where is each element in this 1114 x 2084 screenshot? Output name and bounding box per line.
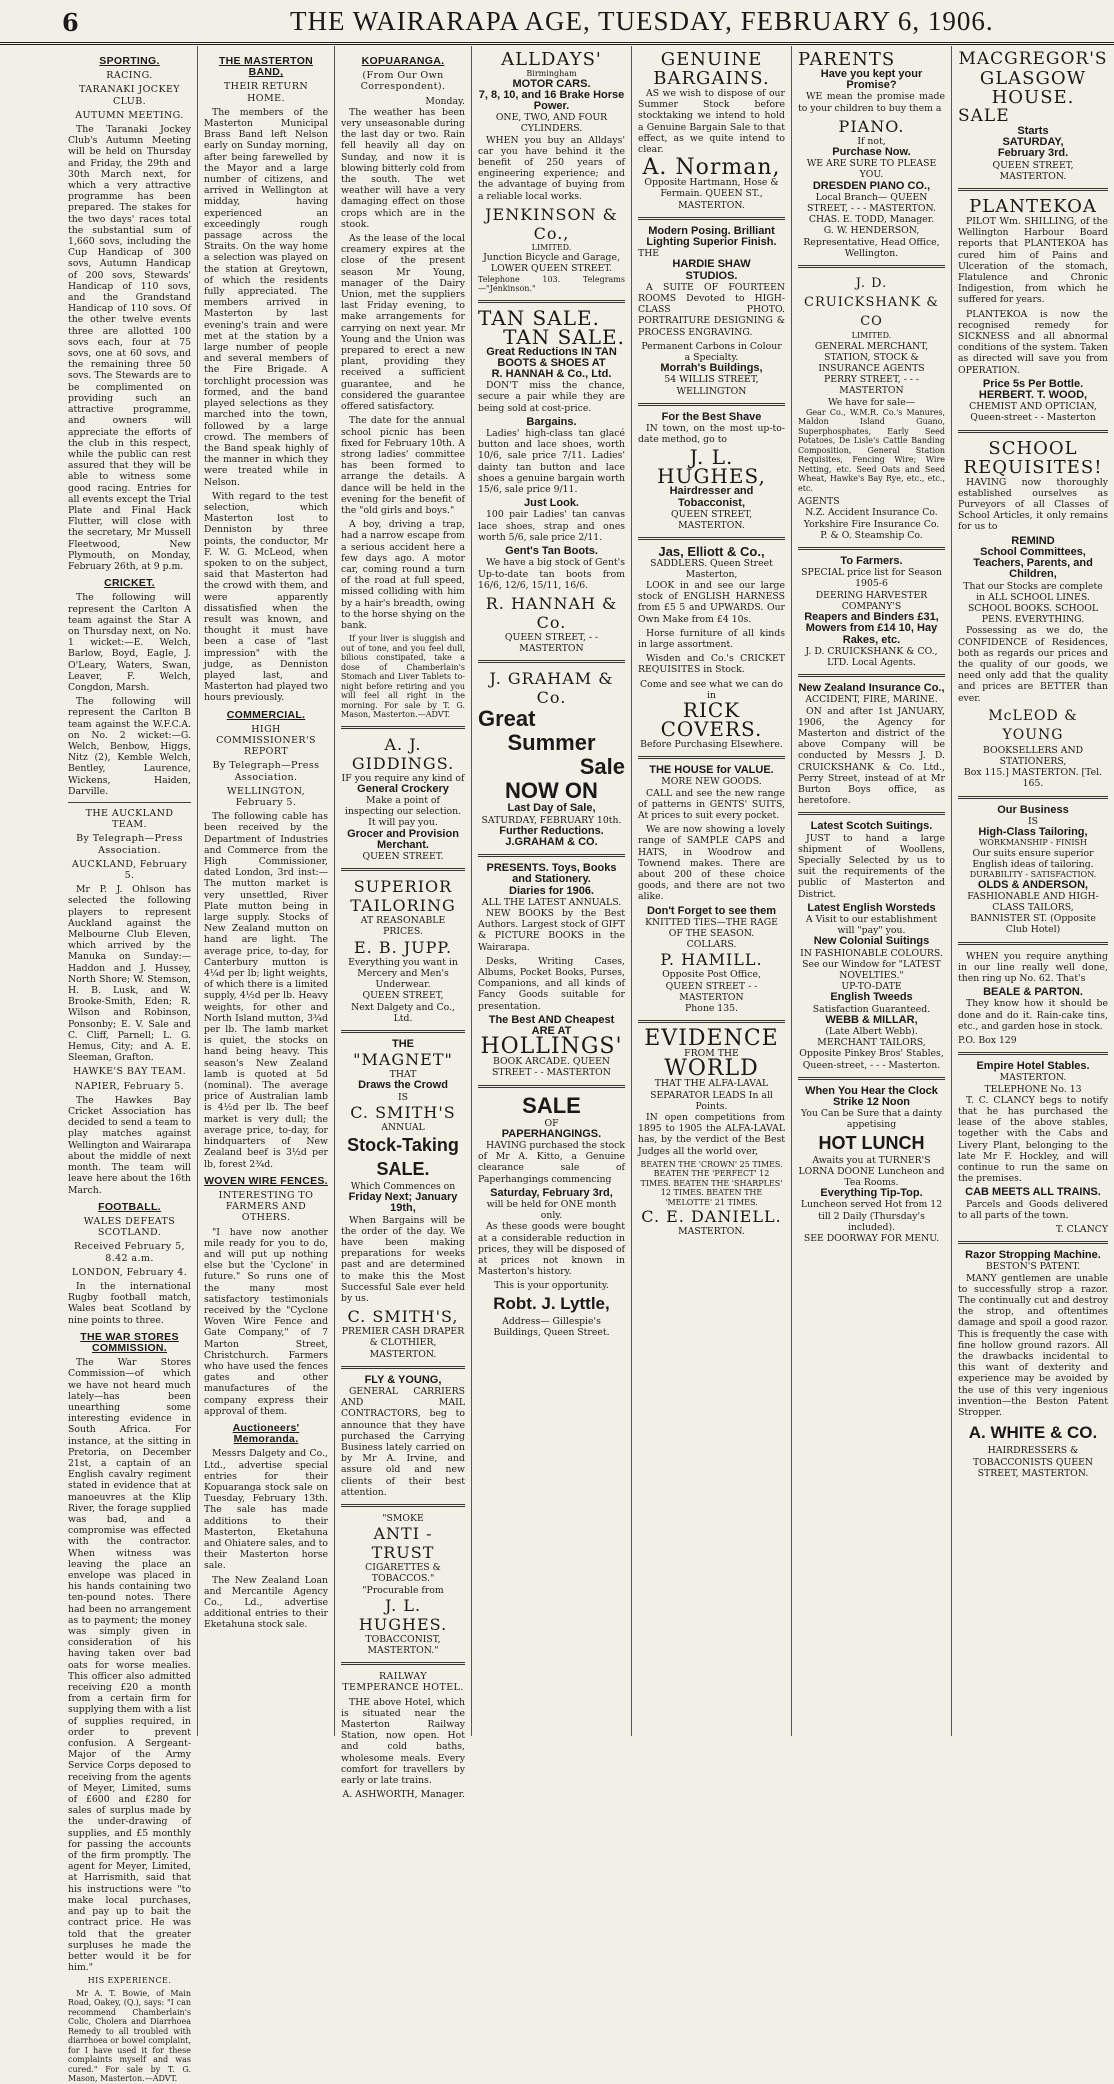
heading-woven-wire: WOVEN WIRE FENCES. xyxy=(204,1174,328,1187)
band-para-1: The members of the Masterton Municipal Brass Band left Nelson early on Sunday morning, after being farewelled by the Mayor and a large number of citizens, and arrived in Wellington at midday, having experienced an exceedingly rough passage across the Straits. On the way home a selection was played on the station at Greytown, of which the residents fully appreciated. The members arrived in Masterton by last evening's train and were met at the station by a large number of people and several members of the Fire Brigade. A torchlight procession was formed, and the band played selections as they marched into the town, followed by a large crowd. The members of the Band speak highly of the manner in which they were treated while in Nelson. xyxy=(204,106,328,488)
bargains: BARGAINS. xyxy=(653,68,770,89)
club-name: TARANAKI JOCKEY CLUB. xyxy=(79,84,180,107)
subheading-return: THEIR RETURN HOME. xyxy=(223,81,309,104)
experience-heading: HIS EXPERIENCE. xyxy=(87,1976,172,1986)
sale: Sale xyxy=(579,754,625,780)
beale-name: BEALE & PARTON. xyxy=(983,986,1083,999)
smith-is: IS xyxy=(397,1091,409,1103)
norman-para: AS we wish to dispose of our Summer Stock before stocktaking we intend to hold a Genuine Bargain Sale to that effect, as we quite intend to clear. xyxy=(638,88,785,156)
smith-annual: ANNUAL xyxy=(381,1121,425,1133)
correspondent: (From Our Own Correspondent). xyxy=(360,70,446,93)
woven-wire-article: "I have now another mile ready for you to do, and will put up nothing else but the 'Cyclone' in future." So runs one of the many most satisfactory testimonials received by the "Cyclone Woven Wire Fence and Gate Company," of 7 Marton Street, Christchurch. Farmers who have used the fences gates and other manufactures of the company express their approval of them. xyxy=(204,1226,328,1417)
house-para: CALL and see the new range of patterns in GENTS' SUITS, At prices to suit every pocket. xyxy=(638,787,785,821)
fly-name: FLY & YOUNG, xyxy=(364,1373,442,1386)
sure-please: WE ARE SURE TO PLEASE YOU. xyxy=(806,158,937,181)
hawkes-heading: HAWKE'S BAY TEAM. xyxy=(72,1066,187,1078)
fly-para: GENERAL CARRIERS AND MAIL CONTRACTORS, beg to announce that they have purchased the Carrying Business lately carried on by Mr A. Irvine, and assure old and new clients of their best attention. xyxy=(341,1385,465,1498)
jupp-line-1: Everything you want in Mercery and Men's Underwear. xyxy=(348,956,458,991)
plantekoa-para: PILOT Wm. SHILLING, of the Wellington Harbour Board reports that PLANTEKOA has cured him of Pains and Ulceration of the stomach, Flatulence and Chronic Indigestion, from which he suffered for years. xyxy=(958,216,1108,306)
motor-cars: MOTOR CARS. xyxy=(512,77,591,90)
saddlers: SADDLERS. Queen Street Masterton, xyxy=(650,557,773,580)
smith-name-2: C. SMITH'S, xyxy=(347,1307,459,1327)
fire-marine: ACCIDENT, FIRE, MARINE. xyxy=(805,694,938,706)
annuals: ALL THE LATEST ANNUALS. xyxy=(481,896,622,908)
giddings-line-1: IF you require any kind of xyxy=(341,772,465,784)
dont-forget: Don't Forget to see them xyxy=(646,904,777,917)
opportunity: This is your opportunity. xyxy=(494,1280,609,1292)
newbooks-para: NEW BOOKS by the Best Authors. Largest stock of GIFT & PICTURE BOOKS in the Wairarapa. xyxy=(478,907,625,953)
evidence: EVIDENCE xyxy=(644,1026,779,1052)
nz-insurance: New Zealand Insurance Co., xyxy=(798,682,945,695)
hughes-name: J. L. HUGHES. xyxy=(358,1595,448,1634)
hughes-address: TOBACCONIST, MASTERTON." xyxy=(365,1633,441,1657)
jupp-name: E. B. JUPP. xyxy=(353,937,453,957)
dresden-branch: Local Branch— QUEEN STREET, - - - MASTERTON. xyxy=(807,191,936,215)
heading-kopuaranga: KOPUARANGA. xyxy=(361,55,445,67)
subheading-report: HIGH COMMISSIONER'S REPORT xyxy=(216,723,316,758)
jupp-superior: SUPERIOR xyxy=(353,877,453,897)
heading-cricket: CRICKET. xyxy=(104,577,155,590)
column-kopuaranga-ads xyxy=(335,46,472,1801)
jupp-tailoring: TAILORING xyxy=(350,896,456,916)
graham-name-2: J.GRAHAM & CO. xyxy=(505,835,598,848)
served: Luncheon served Hot from 12 till 2 Daily (Thursday's included). xyxy=(800,1199,943,1233)
byline: By Telegraph—Press Association. xyxy=(212,760,320,783)
elliott-name: Jas, Elliott & Co., xyxy=(658,544,765,560)
committees: School Committees, Teachers, Parents, and Children, xyxy=(973,545,1093,581)
horse-power: 7, 8, 10, and 16 Brake Horse Power. xyxy=(478,88,625,112)
english-worsteds: Latest English Worsteds xyxy=(807,901,936,914)
jenkinson-limited: LIMITED. xyxy=(531,242,572,252)
school-books: SCHOOL BOOKS. SCHOOL PENS. EVERYTHING. xyxy=(967,602,1099,626)
smith-name: C. SMITH'S xyxy=(350,1102,456,1122)
razor-stropping: Razor Stropping Machine. xyxy=(965,1249,1101,1262)
ashworth: A. ASHWORTH, Manager. xyxy=(342,1789,465,1801)
gents-para: We have a big stock of Gent's Up-to-date tan boots from 16/6, 12/6, 15/11, 16/6. xyxy=(478,557,625,591)
merchant-tailors: MERCHANT TAILORS, xyxy=(817,1037,926,1049)
workmanship: WORKMANSHIP - FINISH xyxy=(979,838,1087,848)
durability: DURABILITY - SATISFACTION. xyxy=(969,870,1097,880)
stock-list: Gear Co., W.M.R. Co.'s Manures, Maldon Island Guano, Superphosphates, Early Seed Potatoes, De Lisle's Cattle Banding Composition, General Station Requisites, Fencing Wire; Wire Netting, etc. Seed Oats and Seed Wheat, Hawke's Bay Rye, etc., etc., etc. xyxy=(798,407,945,493)
english-tweeds: English Tweeds xyxy=(830,991,913,1004)
justlook-heading: Just Look. xyxy=(523,497,579,510)
bargains-para: Ladies' high-class tan glacé button and lace shoes, worth 10/6, sale price 7/11. Ladies' dainty tan button and lace shoes a genuine bargain worth 15/6, sale price 9/11. xyxy=(478,428,625,496)
column-ads-1 xyxy=(472,46,632,1736)
cab-meets: CAB MEETS ALL TRAINS. xyxy=(965,1186,1101,1199)
come: Come and see what we can do in xyxy=(640,678,783,701)
hollings-name: HOLLINGS' xyxy=(480,1034,623,1060)
hawkes-article: The Hawkes Bay Cricket Association has decided to send a team to play matches against Wellington and Wairarapa about the middle of next month. The team will leave here about the 16th March. xyxy=(68,1094,191,1196)
bargains-heading: Bargains. xyxy=(526,415,577,428)
nz-insurance-para: ON and after 1st JANUARY, 1906, the Agency for Masterton and district of the above Company will be conducted by Messrs J. D. CRUICKSHANK & Co. Ltd., Perry Street, instead of at Mr Burton Boys office, as heretofore. xyxy=(798,705,945,807)
column-ads-3 xyxy=(792,46,952,1736)
column-ads-4 xyxy=(952,46,1114,1736)
now-on: NOW ON xyxy=(505,778,598,804)
giddings-address: QUEEN STREET. xyxy=(362,851,444,863)
rick-covers: RICK COVERS. xyxy=(660,697,763,741)
alldays-birm: Birmingham xyxy=(526,69,577,78)
deering: DEERING HARVESTER COMPANY'S xyxy=(815,589,928,612)
football-article: In the international Rugby football match, Wales beat Scotland by nine points to three. xyxy=(68,1280,191,1326)
local-agents: J. D. CRUICKSHANK & CO., LTD. Local Agents. xyxy=(805,645,938,668)
window: See our Window for "LATEST NOVELTIES." xyxy=(802,958,941,981)
day: Monday. xyxy=(425,95,465,107)
subheading-farmers: INTERESTING TO FARMERS AND OTHERS. xyxy=(218,1189,314,1224)
smith-draper: PREMIER CASH DRAPER & CLOTHIER, MASTERTON. xyxy=(341,1326,465,1360)
beston-patent: BESTON'S PATENT. xyxy=(985,1261,1081,1273)
giddings-name: A. J. GIDDINGS. xyxy=(351,734,455,773)
heading-commercial: COMMERCIAL. xyxy=(226,708,306,721)
from-the: FROM THE xyxy=(684,1048,739,1060)
satisfaction: Satisfaction Guaranteed. xyxy=(812,1003,931,1015)
school-para-2: Possessing as we do, the CONFIDENCE of Residences, both as regards our prices and the quality of our goods, we need only add that the quality and prices are BETTER than ever. xyxy=(958,625,1108,704)
tan-sale-2: TAN SALE. xyxy=(503,324,625,349)
masthead xyxy=(0,0,1114,45)
to-farmers: To Farmers. xyxy=(840,555,903,568)
horse-furniture: Horse furniture of all kinds in large assortment. xyxy=(638,627,785,650)
cuts: Our suits ensure superior English ideas of tailoring. xyxy=(972,847,1094,870)
reapers: Reapers and Binders £31, Mowers from £14 10, Hay Rakes, etc. xyxy=(804,611,939,646)
last-day: Last Day of Sale, xyxy=(507,802,596,815)
smith-magnet: "MAGNET" xyxy=(353,1050,453,1070)
for-sale: We have for sale— xyxy=(827,396,916,408)
hairdresser: Hairdresser and Tobacconist, xyxy=(669,485,754,509)
parents: PARENTS xyxy=(798,49,896,70)
house: HOUSE. xyxy=(991,87,1075,108)
elliott-para: LOOK in and see our large stock of ENGLISH HARNESS from £5 5 and UPWARDS. Our Own Make from £4 10s. xyxy=(638,579,785,625)
po-box: P.O. Box 129 xyxy=(958,1035,1017,1046)
hamill-phone: Phone 135. xyxy=(685,1003,738,1014)
page-number: 6 xyxy=(62,8,79,37)
experience-advert: Mr A. T. Bowie, of Main Road, Oakey, (Q.), says: "I can recommend Chamberlain's Colic, Cholera and Diarrhoea Remedy to all troubled with diarrhoea or bowel complaint, for I have used it for these complaints myself and was cured." For sale by T. G. Mason, Masterton.—ADVT. xyxy=(68,1988,191,2084)
wisden: Wisden and Co.'s CRICKET REQUISITES in Stock. xyxy=(638,653,785,676)
hamill-opp: Opposite Post Office, xyxy=(662,969,761,981)
hughes-address: QUEEN STREET, MASTERTON. xyxy=(670,508,753,532)
smith-that: THAT xyxy=(389,1069,417,1081)
can-be-sure: You Can be Sure that a dainty appetising xyxy=(800,1108,943,1131)
justlook-para: 100 pair Ladies' tan canvas lace shoes, strap and ones worth 5/6, sale price 2/11. xyxy=(478,509,625,543)
saturday-date: SATURDAY, FEBRUARY 10th. xyxy=(481,814,622,826)
tan-sale-1: TAN SALE. xyxy=(478,305,600,330)
special-list: SPECIAL price list for Season 1905-6 xyxy=(801,567,942,590)
hannah-name-2: R. HANNAH & Co. xyxy=(485,593,618,632)
procurable: "Procurable from xyxy=(362,1584,444,1596)
subheading-racing: RACING. xyxy=(106,70,153,82)
awaits: Awaits you at TURNER'S LORNA DOONE Luncheon and Tea Rooms. xyxy=(798,1154,945,1189)
tip-top: Everything Tip-Top. xyxy=(820,1187,923,1200)
hardie-para: A SUITE OF FOURTEEN ROOMS Devoted to HIGH-CLASS PHOTO. PORTRAITURE DESIGNING & PROCESS ENGRAVING. xyxy=(638,281,785,338)
school: SCHOOL xyxy=(988,437,1078,459)
hamill-name: P. HAMILL. xyxy=(660,950,763,970)
is: IS xyxy=(1027,815,1039,827)
telephone: TELEPHONE No. 13 xyxy=(984,1083,1082,1095)
lyttle-name: Robt. J. Lyttle, xyxy=(493,1293,610,1313)
shave-para: IN town, on the most up-to-date method, go to xyxy=(638,423,785,446)
olds-desc: FASHIONABLE AND HIGH-CLASS TAILORS, xyxy=(967,890,1099,913)
auctioneers-para-2: The New Zealand Loan and Mercantile Agency Co., Ld., advertise additional entries to their Eketahuna stock sale. xyxy=(204,1574,328,1631)
of: OF xyxy=(544,1117,559,1129)
auctioneers-para-1: Messrs Dalgety and Co., Ltd., advertise special entries for their Kopuaranga stock sale on Tuesday, February 13th. The sale has made additions to their Masterton, Eketahuna and Ohiatere sales, and to their Masterton horse sale. xyxy=(204,1448,328,1572)
new-goods: MORE NEW GOODS. xyxy=(661,776,762,788)
mac-feb: February 3rd. xyxy=(997,147,1069,160)
olds-address: BANNISTER ST. (Opposite Club Hotel) xyxy=(970,913,1096,936)
up-to-date: UP-TO-DATE xyxy=(841,981,902,993)
kept-para: WE mean the promise made to your children to buy them a xyxy=(798,91,945,114)
great: Great xyxy=(478,706,536,732)
railway-hotel: RAILWAY TEMPERANCE HOTEL. xyxy=(342,1671,464,1694)
daniell-address: MASTERTON. xyxy=(678,1226,745,1238)
wales-heading: WALES DEFEATS SCOTLAND. xyxy=(83,1215,176,1239)
agent-nz: N.Z. Accident Insurance Co. xyxy=(805,507,938,519)
diaries: Diaries for 1906. xyxy=(509,884,594,897)
jenkinson-address: Junction Bicycle and Garage, LOWER QUEEN STREET. xyxy=(483,252,620,275)
summer: Summer xyxy=(507,730,596,756)
graham-name: J. GRAHAM & Co. xyxy=(489,669,614,708)
starts: Starts xyxy=(1017,125,1049,137)
racing-article: The Taranaki Jockey Club's Autumn Meeting will be held on Thursday and Friday, the 29th and 30th March next, for which a very attractive programme has been prepared. The stakes for the two days' races total the substantial sum of 1,660 sovs, including the Cup Handicap of 300 sovs, Autumn Handicap of 200 sovs, Stewards' Handicap of 110 sovs, and the Grandstand Handicap of 110 sovs. Of the other twelve events three are allotted 100 sovs each, four at 75 sovs, one at 60 sovs, and the remaining three 50 sovs. The Stewards are to be complimented on providing such an attractive programme, and owners will appreciate the efforts of the club in this respect, while the public can rest assured that they will be able to witness some good racing. Entries for all events except the Trial Plate and Final Hack Flutter, will close with the secretary, Mr Mussell Fleetwood, New Plymouth, on Monday, February 26th, at 9 p.m. xyxy=(68,124,191,572)
alfa-para: IN open competitions from 1895 to 1905 the ALFA-LAVAL has, by the verdict of the Best Judges all the world over, xyxy=(638,1112,785,1157)
perry-street: PERRY STREET, - - - MASTERTON xyxy=(823,374,920,397)
agent-po: P. & O. Steamship Co. xyxy=(820,529,923,541)
hardie-name: HARDIE SHAW xyxy=(672,258,751,271)
requisites: REQUISITES! xyxy=(963,456,1103,478)
anti-trust: ANTI - TRUST xyxy=(371,1524,435,1563)
before: Before Purchasing Elsewhere. xyxy=(640,738,783,750)
meeting-title: AUTUMN MEETING. xyxy=(75,109,184,121)
chemist: CHEMIST AND OPTICIAN, xyxy=(969,401,1097,413)
mcleod-name: McLEOD & YOUNG xyxy=(988,707,1078,743)
paper-para: HAVING purchased the stock of Mr A. Kitto, a Genuine clearance sale of Paperhangings commencing xyxy=(478,1139,625,1185)
kop-para-4: A boy, driving a trap, had a narrow escape from a serious accident here a few days ago. A motor car, coming round a turn of the road at full speed, missed colliding with him by a hair's breadth, owing to the horse shying on the bank. xyxy=(341,519,465,631)
remind: REMIND xyxy=(1011,534,1055,547)
lyttle-address: Address— Gillespie's Buildings, Queen Street. xyxy=(493,1315,610,1338)
daniell-name: C. E. DANIELL. xyxy=(641,1207,782,1227)
scotch-suitings: Latest Scotch Suitings. xyxy=(810,820,933,833)
smith-which: Which Commences on xyxy=(350,1180,456,1192)
smith-para: When Bargains will be the order of the day. We have been making preparations for weeks past and are determined to make this the Most Successful Sale ever held by us. xyxy=(341,1214,465,1304)
mac-sale: SALE xyxy=(958,106,1010,126)
kop-para-2: As the lease of the local creamery expires at the close of the present season Mr Young, manager of the Dairy Union, met the suppliers last Friday evening, to make arrangements for carrying on next year. Mr Young and the Union was prepared to erect a new plant, providing they received a sufficient guarantee, and he considered the guarantee offered satisfactory. xyxy=(341,233,465,413)
jenkinson-name: JENKINSON & Co., xyxy=(485,204,618,243)
received-line: Received February 5, 8.42 a.m. xyxy=(74,1241,185,1264)
dateline: WELLINGTON, February 5. xyxy=(226,785,306,808)
fashionable: IN FASHIONABLE COLOURS. xyxy=(800,947,943,959)
column-band-commercial xyxy=(198,46,335,1736)
knitted: KNITTED TIES—THE RAGE OF THE SEASON. xyxy=(645,916,778,939)
newspaper-title: THE WAIRARAPA AGE, TUESDAY, FEBRUARY 6, 1906. xyxy=(290,6,994,36)
dresden-name: DRESDEN PIANO CO., xyxy=(812,179,931,192)
hughes-name: J. L. HUGHES, xyxy=(657,445,766,489)
webb-late: (Late Albert Webb). xyxy=(825,1026,918,1037)
liver-advert: If your liver is sluggish and out of tone, and you feel dull, bilious constipated, take a dose of Chamberlain's Stomach and Liver Tablets to-night before retiring and you will feel all right in the morning. For sale by T. G. Mason, Masterton.—ADVT. xyxy=(341,634,465,720)
smith-draws: Draws the Crowd xyxy=(358,1079,448,1092)
giddings-line-2: General Crockery xyxy=(357,782,449,795)
macgregor: MACGREGOR'S xyxy=(958,49,1108,69)
further: Further Reductions. xyxy=(499,824,604,837)
kop-para-1: The weather has been very unseasonable during the last day or two. Rain fell heavily all day on Sunday, and now it is blowing bitterly cold from the south. The wet weather will have a very damaging effect on those crops which are in the stook. xyxy=(341,106,465,230)
jupp-prices: AT REASONABLE PRICES. xyxy=(360,915,446,938)
plantekoa: PLANTEKOA xyxy=(969,196,1097,218)
column-ads-2 xyxy=(632,46,792,1736)
menu: SEE DOORWAY FOR MENU. xyxy=(803,1233,940,1245)
best-cheapest: The Best AND Cheapest ARE AT xyxy=(488,1013,615,1037)
heading-auctioneers: Auctioneers' Memoranda. xyxy=(232,1421,300,1446)
clock-strike: When You Hear the Clock Strike 12 Noon xyxy=(805,1084,938,1109)
norman-name: A. Norman, xyxy=(642,155,781,181)
razor-para: MANY gentlemen are unable to successfully strop a razor. The continually cut and destroy the strop, and oftentimes damage and spoil a good razor. This is frequently the case with fine hollow ground razors. All the drawbacks incidental to this want of dexterity and experience may be avoided by the use of this very ingenious invention—the Beston Patent Stropper. xyxy=(958,1272,1108,1419)
giddings-line-3: Make a point of inspecting our selection. It will pay you. xyxy=(344,795,462,829)
clancy-name: T. CLANCY xyxy=(1055,1224,1108,1236)
jupp-line-3: Next Dalgety and Co., Ltd. xyxy=(351,1001,455,1024)
visit: A Visit to our establishment will "pay" you. xyxy=(805,913,938,937)
mac-saturday: SATURDAY, xyxy=(1002,136,1064,149)
reductions: Great Reductions IN TAN BOOTS & SHOES AT xyxy=(486,345,617,369)
paperhangings: PAPERHANGINGS. xyxy=(501,1127,602,1140)
norman-address: Opposite Hartmann, Hose & Fermain. QUEEN ST., MASTERTON. xyxy=(644,177,779,211)
agents-heading: AGENTS xyxy=(798,496,840,508)
paper-para-2: As these goods were bought at a considerable reduction in prices, they will be disposed of at prices not known in Masterton's history. xyxy=(478,1221,625,1278)
showing-para: We are now showing a lovely range of SAMPLE CAPS and HATS, in Woodrow and Townend makes. There are about 200 of these choice goods, and there are not two alike. xyxy=(638,824,785,903)
heading-sporting: SPORTING. xyxy=(99,55,160,67)
beale-para: They know how it should be done and do it. Rain-cake tins, etc., and garden hose in stock. xyxy=(958,998,1108,1032)
piano: PIANO. xyxy=(838,116,905,136)
high-class-tailoring: High-Class Tailoring, xyxy=(978,825,1088,838)
cricket-para-2: The following will represent the Carlton B team against the W.F.C.A. on No. 2 wicket:—G. Welch, Benbow, Higgs, Nitz (2), Kemble Welch, Bentley, Laurence, Wickens, Haiden, Darville. xyxy=(68,696,191,797)
beaten: BEATEN THE 'CROWN' 25 TIMES. BEATEN THE 'PERFECT' 12 TIMES. BEATEN THE 'SHARPLES' 12 TIMES. BEATEN THE 'MELOTTE' 21 TIMES. xyxy=(640,1159,783,1207)
dresden-rep: G. W. HENDERSON, Representative, Head Office, Wellington. xyxy=(803,225,940,259)
smith-friday: Friday Next; January 19th, xyxy=(348,1191,458,1215)
hardie-studios: STUDIOS. xyxy=(685,269,738,282)
war-stores-article: The War Stores Commission—of which we have not heard much lately—has been unearthing some interesting evidence in South Africa. For instance, at the sitting in Pretoria, on December 21st, a captain of an English cavalry regiment stated in evidence that at manoeuvres at the Klip River, the forage supplied was bad, and a compromise was effected with the contractor. When witness was leaving the place an envelope was placed in his hands containing two ten-pound notes. There had been no arrangement as to payment; the money was simply given in consideration of his having taken over bad oats for worse mealies. This officer also admitted receiving £20 a month from a certain firm for supplying them with a list of supplies required, in order to prevent confusion. A Sergeant-Major of the Army Service Corps deposed to receiving from the agents of Meyer, Limited, sums of £600 and £280 for sales of surplus made by the under-drawing of supplies, and £5 monthly for passing the accounts of the firm promptly. The agent for Meyer, Limited, at Harrismith, said that his instructions were "to make local purchases, and pay up to bait the contract price. He was told that the greater surpluses he made the better would it be for him." xyxy=(68,1357,191,1974)
giddings-line-4: Grocer and Provision Merchant. xyxy=(347,827,459,851)
dateline: AUCKLAND, February 5. xyxy=(71,858,188,882)
smith-stocktaking: Stock-Taking SALE. xyxy=(347,1134,459,1179)
cricket-para-1: The following will represent the Carlton A team against the Star A on Thursday next, on No. 1 wicket:—E. Welch, Barlow, Boyd, Eagle, J. O'Leary, Waters, Swan, Leaver, F. Welch, Congdon, Marsh. xyxy=(68,592,191,693)
heading-football: FOOTBALL. xyxy=(98,1200,161,1213)
auckland-heading: THE AUCKLAND TEAM. xyxy=(85,808,174,831)
school-para: HAVING now thoroughly established ourselves as Purveyors of all Classes of School Articles, it only remains for us to xyxy=(958,476,1108,533)
column-sporting xyxy=(62,46,198,2084)
hot-lunch: HOT LUNCH xyxy=(818,1132,925,1153)
presents: PRESENTS. Toys, Books and Stationery. xyxy=(486,862,617,886)
cruickshank-ltd: LIMITED. xyxy=(851,331,892,341)
price: Price 5s Per Bottle. xyxy=(982,377,1084,390)
glasgow: GLASGOW xyxy=(979,68,1087,89)
byline: By Telegraph—Press Association. xyxy=(76,833,183,856)
scotch-para: JUST to hand a large shipment of Woollens, Specially Selected by us to suit the requirements of the public of Masterton and District. xyxy=(798,832,945,900)
house-value: THE HOUSE for VALUE. xyxy=(649,764,774,777)
sale-2: SALE xyxy=(522,1092,581,1118)
genuine: GENUINE xyxy=(660,49,763,70)
hannah-address: QUEEN STREET, - - MASTERTON xyxy=(504,631,599,655)
willis: 54 WILLIS STREET, WELLINGTON xyxy=(664,374,759,397)
desks-para: Desks, Writing Cases, Albums, Pocket Books, Purses, Companions, and all kinds of Fancy Goods suitable for presentation. xyxy=(478,955,625,1012)
dateline: LONDON, February 4. xyxy=(71,1266,188,1278)
wood-name: HERBERT. T. WOOD, xyxy=(978,389,1088,402)
plantekoa-para-2: PLANTEKOA is now the recognised remedy for SICKNESS and all abnormal conditions of the system. Taken as directed will save you from OPERATION. xyxy=(958,308,1108,376)
webb-name: WEBB & MILLAR, xyxy=(825,1013,918,1026)
cigarettes: CIGARETTES & TOBACCOS." xyxy=(365,1562,441,1585)
hannah-name: R. HANNAH & Co., Ltd. xyxy=(491,368,612,381)
morrah: Morrah's Buildings, xyxy=(660,362,763,375)
hollings-address: BOOK ARCADE. QUEEN STREET - - MASTERTON xyxy=(492,1056,611,1079)
parcels: Parcels and Goods delivered to all parts of the town. xyxy=(958,1198,1108,1221)
commercial-article: The following cable has been received by the Department of Industries and Commerce from the High Commissioner, dated London, 3rd inst:—The mutton market is very unsettled, River Plate mutton being in large supply. Stocks of New Zealand mutton on hand are light. The average price, to-day, for Canterbury mutton is 4¼d per lb; light weights, of which there is a limited supply, 4½d per lb. Heavy weights, for other and North Island mutton, 3¾d per lb. The lamb market is quiet, the stocks on hand being heavy. This season's New Zealand lamb is quoted at 5d (nominal). The average price of Australian lamb is 4½d per lb. The beef market is very dull; the average price, to-day, for hindquarters of New Zealand beef is 3½d per lb, forest 2¾d. xyxy=(204,811,328,1170)
if-not: If not, xyxy=(857,135,886,147)
alldays-name: ALLDAYS' xyxy=(501,49,602,70)
smoke-line: "SMOKE xyxy=(382,1513,424,1524)
cruickshank-agents: GENERAL MERCHANT, STATION, STOCK & INSURANCE AGENTS xyxy=(814,340,929,374)
carbons: Permanent Carbons in Colour a Specialty. xyxy=(641,340,782,364)
dateline: NAPIER, February 5. xyxy=(74,1080,185,1092)
one-month: will be held for ONE month only. xyxy=(486,1199,617,1222)
gents-heading: Gent's Tan Boots. xyxy=(505,545,598,558)
olds-name: OLDS & ANDERSON, xyxy=(977,878,1089,891)
jupp-line-2: QUEEN STREET, xyxy=(362,990,444,1002)
clancy-para: T. C. CLANCY begs to notify that he has purchased the lease of the above stables, together with the Cabs and Livery Plant, belonging to the late Mr F. Hockley, and will continue to run the same on the premises. xyxy=(958,1094,1108,1185)
school-stock: That our Stocks are complete in ALL SCHOOL LINES. xyxy=(963,580,1103,603)
kept-promise: Have you kept your Promise? xyxy=(820,68,923,92)
purchase-now: Purchase Now. xyxy=(832,146,911,159)
jenkinson-tel: Telephone 103. Telegrams—"Jenkinson." xyxy=(478,274,625,294)
mac-address: QUEEN STREET, MASTERTON. xyxy=(992,159,1074,182)
posing: Modern Posing. Brilliant Lighting Superior Finish. xyxy=(646,224,777,249)
hardie-the: THE xyxy=(638,248,660,260)
collars: COLLARS. xyxy=(686,939,737,951)
agent-yorkshire: Yorkshire Fire Insurance Co. xyxy=(803,518,940,530)
hannah-para: DON'T miss the chance, secure a pair while they are being sold at cost-price. xyxy=(478,380,625,414)
plumbing-para: WHEN you require anything in our line really well done, then ring up No. 62. That's xyxy=(958,950,1108,984)
cylinders: ONE, TWO, AND FOUR CYLINDERS. xyxy=(495,112,608,135)
white-address: HAIRDRESSERS & TOBACCONISTS QUEEN STREET, MASTERTON. xyxy=(972,1445,1094,1479)
columns xyxy=(62,46,1114,2084)
empire-stables: Empire Hotel Stables. xyxy=(976,1060,1090,1073)
alldays-para: WHEN you buy an Alldays' car you have behind it the benefit of 250 years of engineering experience; and the advantage of buying from a reliable local works. xyxy=(478,134,625,202)
webb-address: Opposite Pinkey Bros' Stables, Queen-street, - - - Masterton. xyxy=(799,1048,944,1071)
dresden-manager: CHAS. E. TODD, Manager. xyxy=(808,214,935,226)
paper-saturday: Saturday, February 3rd, xyxy=(490,1186,613,1199)
colonial-suitings: New Colonial Suitings xyxy=(813,935,930,948)
band-para-2: With regard to the test selection, which Masterton lost to Denniston by three points, the conductor, Mr F. W. G. McLeod, when spoken to on the subject, said that Masterton had the crowd with them, and were apparently dissatisfied when the result was known, and thought it must have been a case of "last impression" with the judge, as Denniston played last, and Masterton had played two hours previously. xyxy=(204,490,328,704)
heading-war-stores: THE WAR STORES COMMISSION. xyxy=(80,1330,179,1354)
white-name: A. WHITE & CO. xyxy=(968,1423,1098,1443)
cruickshank-name: J. D. CRUICKSHANK & CO xyxy=(804,276,939,330)
booksellers: BOOKSELLERS AND STATIONERS, xyxy=(982,744,1084,767)
world: WORLD xyxy=(664,1056,759,1082)
hamill-address: QUEEN STREET - - MASTERTON xyxy=(665,980,758,1003)
alfa-lead: THAT THE ALFA-LAVAL SEPARATOR LEADS In all Points. xyxy=(650,1078,773,1112)
mcleod-box: Box 115.] MASTERTON. [Tel. 165. xyxy=(963,767,1103,790)
smith-the: THE xyxy=(392,1037,414,1050)
heading-band: THE MASTERTON BAND, xyxy=(218,55,314,79)
kop-para-3: The date for the annual school picnic has been fixed for February 10th. A strong ladies' committee has been formed to arrange the details. A dance will be held in the evening for the benefit of the "old girls and boys." xyxy=(341,415,465,516)
wood-address: Queen-street - - Masterton xyxy=(970,412,1096,424)
empire-masterton: MASTERTON. xyxy=(999,1072,1067,1084)
auckland-article: Mr P. J. Ohlson has selected the following players to represent Auckland against the Melbourne Club Eleven, which arrived by the Manuka on Sunday:—Haddon and J. Hussey, North Shore; W. Stemson, H. B. Lusk, and W. Brooke-Smith, Eden; R. Wilson and Robinson, Ponsonby; E. V. Sale and C. Cliff, Parnell; L. G. Hemus, City; and A. E. Sleeman, Grafton. xyxy=(68,884,191,1064)
railway-para: THE above Hotel, which is situated near the Masterton Railway Station, now open. Hot and cold baths, wholesome meals. Every comfort for travellers by early or late trains. xyxy=(341,1696,465,1787)
best-shave: For the Best Shave xyxy=(661,410,762,423)
our-business: Our Business xyxy=(997,803,1069,816)
